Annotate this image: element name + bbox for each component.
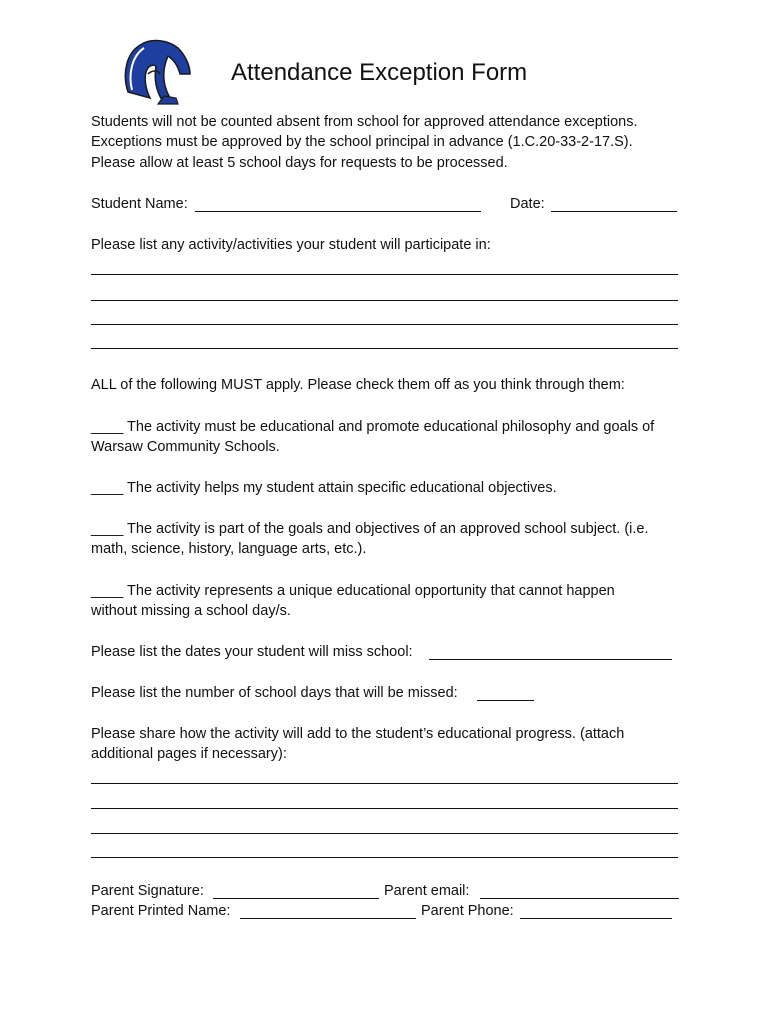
- date-label: Date:: [510, 196, 545, 212]
- student-name-label: Student Name:: [91, 196, 188, 212]
- criteria-item-3: [91, 519, 649, 539]
- intro-line: Students will not be counted absent from school for approved attendance exceptions.: [91, 114, 638, 130]
- dates-field[interactable]: [429, 645, 672, 660]
- progress-line-2[interactable]: [91, 808, 678, 809]
- parent-phone-label: Parent Phone:: [421, 903, 514, 919]
- parent-email-field[interactable]: [480, 884, 679, 899]
- days-field[interactable]: [477, 686, 534, 701]
- criteria-item-2: [91, 478, 557, 498]
- parent-printed-name-field[interactable]: [240, 904, 416, 919]
- check-blank[interactable]: ____: [91, 480, 124, 496]
- parent-phone-field[interactable]: [520, 904, 672, 919]
- check-blank[interactable]: ____: [91, 521, 124, 537]
- criteria-text-cont: without missing a school day/s.: [91, 603, 291, 619]
- activity-line-2[interactable]: [91, 300, 678, 301]
- progress-prompt: Please share how the activity will add to the student’s educational progress. (attach: [91, 726, 625, 742]
- parent-signature-label: Parent Signature:: [91, 883, 204, 899]
- parent-email-label: Parent email:: [384, 883, 470, 899]
- dates-label: Please list the dates your student will miss school:: [91, 644, 413, 660]
- check-blank[interactable]: ____: [91, 583, 124, 599]
- criteria-text: The activity represents a unique educational opportunity that cannot happen: [127, 583, 615, 599]
- intro-line: Exceptions must be approved by the school principal in advance (1.C.20-33-2-17.S).: [91, 134, 633, 150]
- activity-line-1[interactable]: [91, 274, 678, 275]
- progress-line-4[interactable]: [91, 857, 678, 858]
- days-label: Please list the number of school days that will be missed:: [91, 685, 458, 701]
- criteria-text: The activity is part of the goals and objectives of an approved school subject. (i.e.: [127, 521, 649, 537]
- intro-line: Please allow at least 5 school days for requests to be processed.: [91, 155, 508, 171]
- check-blank[interactable]: ____: [91, 419, 124, 435]
- criteria-text-cont: math, science, history, language arts, etc.).: [91, 541, 367, 557]
- progress-line-1[interactable]: [91, 783, 678, 784]
- spartan-helmet-logo: [118, 34, 198, 106]
- criteria-item-4: [91, 581, 615, 601]
- date-field[interactable]: [551, 197, 677, 212]
- criteria-text: The activity helps my student attain specific educational objectives.: [127, 480, 557, 496]
- activity-prompt: Please list any activity/activities your student will participate in:: [91, 237, 491, 253]
- criteria-intro: ALL of the following MUST apply. Please check them off as you think through them:: [91, 377, 625, 393]
- parent-printed-name-label: Parent Printed Name:: [91, 903, 231, 919]
- progress-line-3[interactable]: [91, 833, 678, 834]
- activity-line-3[interactable]: [91, 324, 678, 325]
- criteria-text: The activity must be educational and promote educational philosophy and goals of: [127, 419, 655, 435]
- activity-line-4[interactable]: [91, 348, 678, 349]
- form-title: Attendance Exception Form: [231, 59, 528, 86]
- criteria-item-1: [91, 417, 654, 437]
- parent-signature-field[interactable]: [213, 884, 379, 899]
- student-name-field[interactable]: [195, 197, 481, 212]
- progress-prompt-cont: additional pages if necessary):: [91, 746, 287, 762]
- criteria-text-cont: Warsaw Community Schools.: [91, 439, 280, 455]
